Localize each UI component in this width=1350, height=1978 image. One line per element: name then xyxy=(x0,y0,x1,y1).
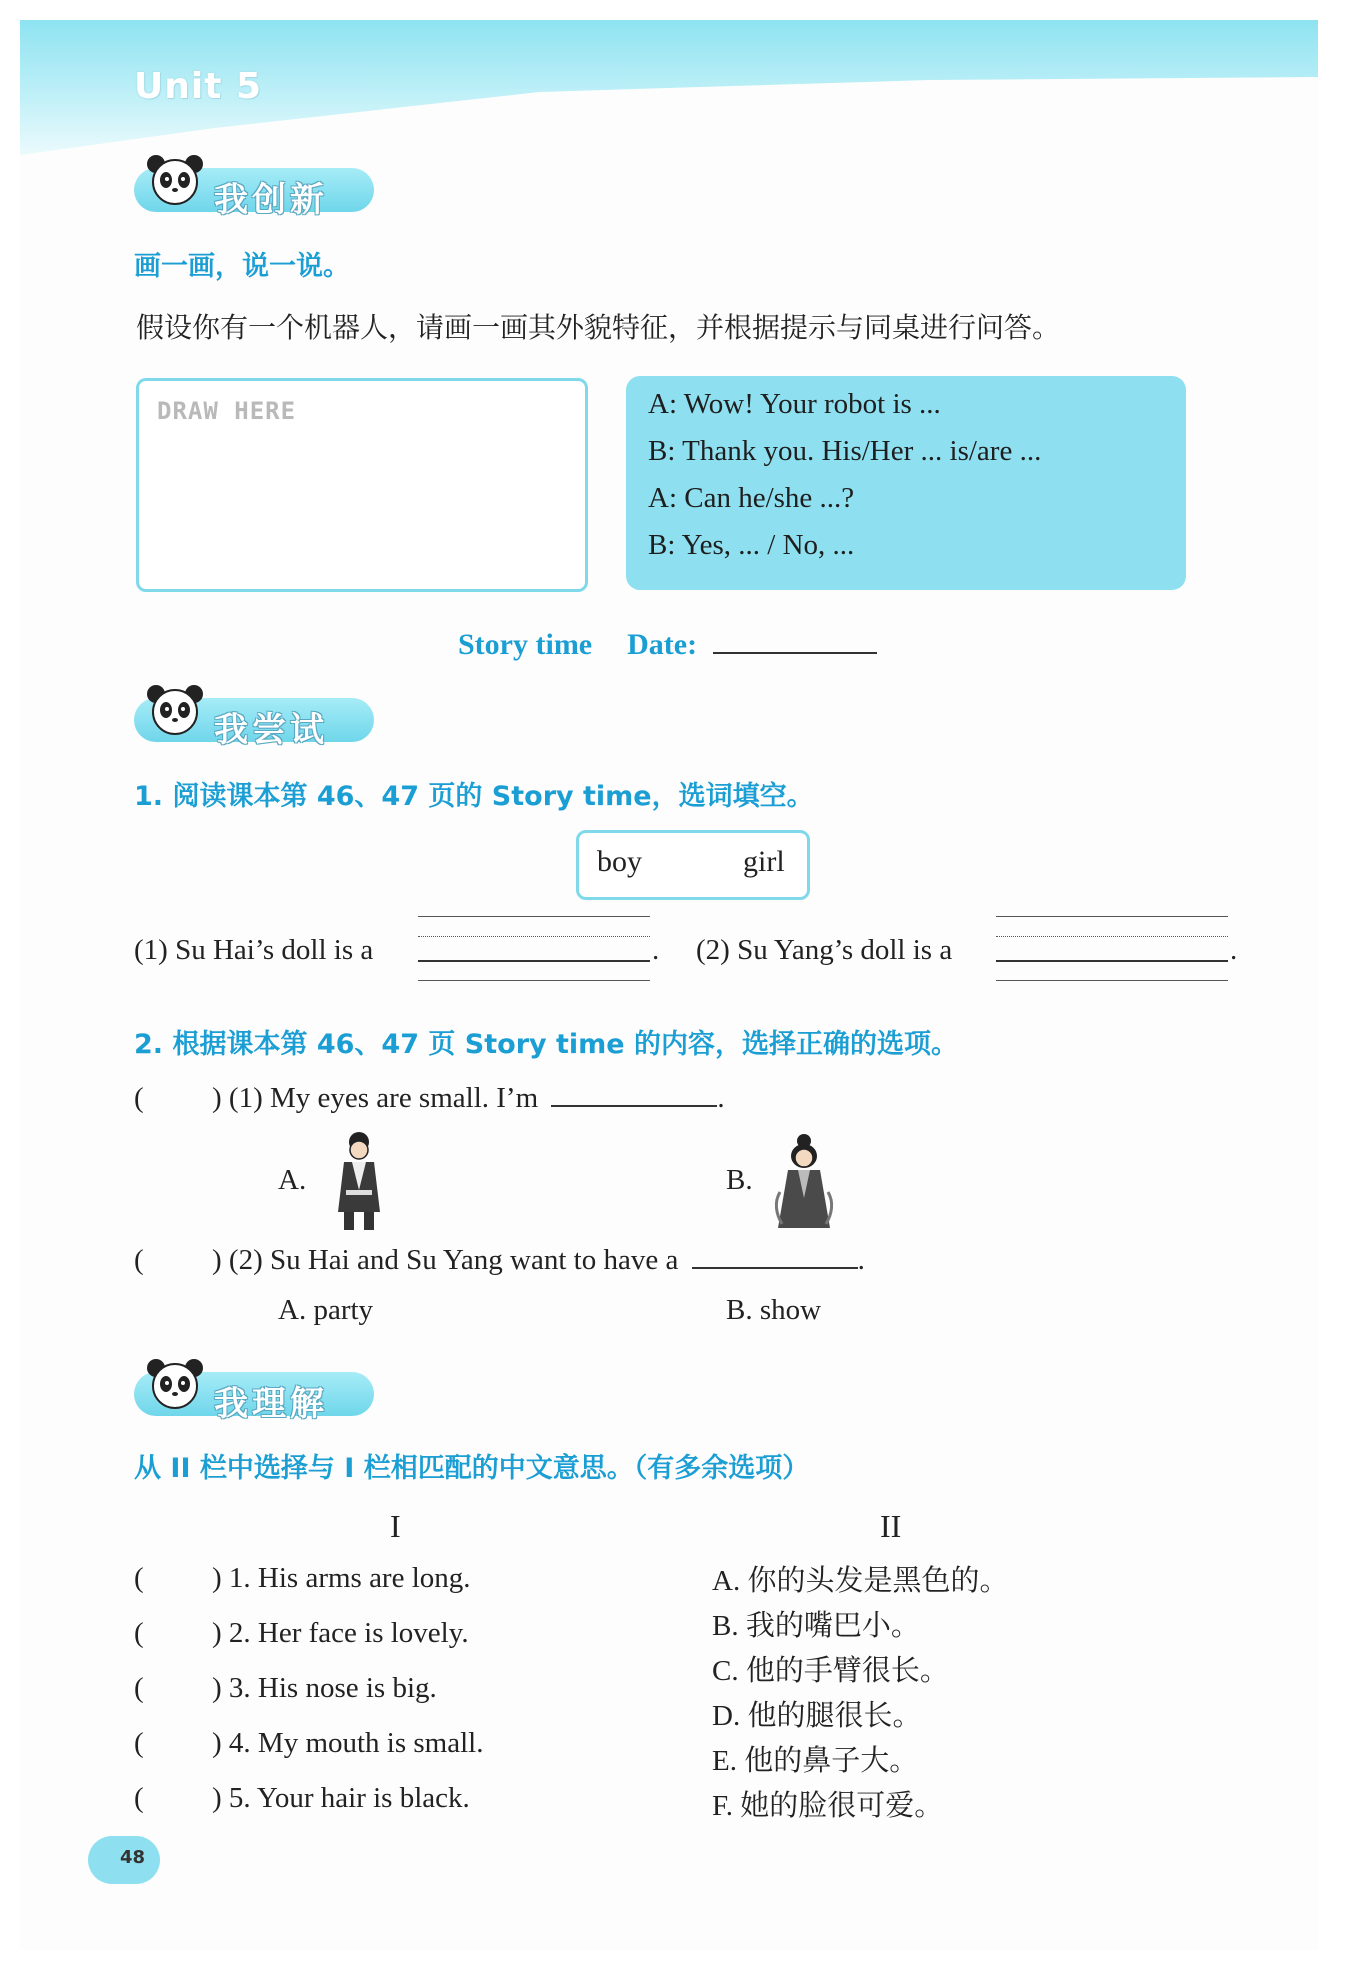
section-tag-label: 我理解 xyxy=(214,1384,328,1424)
dialog-line: B: Thank you. His/Her ... is/are ... xyxy=(648,435,1042,467)
word-box xyxy=(576,830,810,900)
q2-2-text xyxy=(212,1244,865,1277)
match-option-f: F. 她的脸很可爱。 xyxy=(712,1790,944,1822)
match-option-d: D. 他的腿很长。 xyxy=(712,1700,922,1732)
panda-icon xyxy=(142,680,208,746)
section3-heading: 从 II 栏中选择与 I 栏相匹配的中文意思。（有多余选项） xyxy=(134,1453,810,1484)
fill1-prefix: (1) Su Hai’s doll is a xyxy=(134,934,374,966)
option-a-label: A. xyxy=(278,1164,307,1196)
match-option-e: E. 他的鼻子大。 xyxy=(712,1745,919,1777)
draw-area[interactable] xyxy=(136,378,588,592)
match-item-1: ) 1. His arms are long. xyxy=(212,1562,471,1594)
answer-blank[interactable] xyxy=(692,1267,858,1269)
draw-label: DRAW HERE xyxy=(157,397,297,425)
date-blank[interactable] xyxy=(713,652,877,654)
panda-icon xyxy=(142,1354,208,1420)
section-tag-create xyxy=(134,168,374,220)
date-label: Date: xyxy=(627,628,698,661)
q2-1-question: ) (1) My eyes are small. I’m xyxy=(212,1082,539,1114)
section-tag-label: 我创新 xyxy=(214,180,328,220)
fill2-prefix: (2) Su Yang’s doll is a xyxy=(696,934,953,966)
q2-heading: 2. 根据课本第 46、47 页 Story time 的内容，选择正确的选项。 xyxy=(134,1029,959,1060)
option-a-party: A. party xyxy=(278,1294,374,1326)
answer-bracket-open: ( xyxy=(134,1244,144,1276)
story-time-line xyxy=(458,628,877,662)
answer-bracket-open: ( xyxy=(134,1727,144,1759)
q2-1-text xyxy=(212,1082,725,1115)
q1-heading: 1. 阅读课本第 46、47 页的 Story time，选词填空。 xyxy=(134,781,814,812)
word-option: boy xyxy=(597,845,642,878)
match-item-4: ) 4. My mouth is small. xyxy=(212,1727,484,1759)
answer-bracket-open: ( xyxy=(134,1782,144,1814)
option-b-show: B. show xyxy=(726,1294,822,1326)
section-tag-understand xyxy=(134,1372,374,1424)
section-tag-label: 我尝试 xyxy=(214,710,328,750)
section1-heading: 画一画，说一说。 xyxy=(134,251,350,282)
page-number: 48 xyxy=(120,1847,146,1868)
answer-blank[interactable] xyxy=(551,1105,717,1107)
answer-bracket-open: ( xyxy=(134,1562,144,1594)
match-item-2: ) 2. Her face is lovely. xyxy=(212,1617,469,1649)
dialog-box xyxy=(626,376,1186,590)
story-time-title: Story time xyxy=(458,628,593,661)
dialog-line: A: Can he/she ...? xyxy=(648,482,855,514)
panda-icon xyxy=(142,150,208,216)
answer-bracket-open: ( xyxy=(134,1672,144,1704)
match-option-a: A. 你的头发是黑色的。 xyxy=(712,1565,1009,1597)
q2-2-question: ) (2) Su Hai and Su Yang want to have a xyxy=(212,1244,679,1276)
option-b-label: B. xyxy=(726,1164,753,1196)
four-line-blank-2[interactable] xyxy=(996,914,1228,984)
column-1-header: I xyxy=(390,1508,401,1544)
period: . xyxy=(717,1082,725,1114)
period: . xyxy=(1230,934,1238,966)
column-2-header: II xyxy=(880,1508,902,1544)
answer-bracket-open: ( xyxy=(134,1617,144,1649)
match-item-3: ) 3. His nose is big. xyxy=(212,1672,437,1704)
section1-instruction: 假设你有一个机器人，请画一画其外貌特征，并根据提示与同桌进行问答。 xyxy=(136,311,1061,344)
match-item-5: ) 5. Your hair is black. xyxy=(212,1782,470,1814)
boy-figure-icon[interactable] xyxy=(330,1130,388,1234)
section-tag-try xyxy=(134,698,374,750)
word-option: girl xyxy=(743,845,785,878)
match-option-b: B. 我的嘴巴小。 xyxy=(712,1610,920,1642)
dialog-line: A: Wow! Your robot is ... xyxy=(648,388,941,420)
dialog-line: B: Yes, ... / No, ... xyxy=(648,529,855,561)
answer-bracket-open: ( xyxy=(134,1082,144,1114)
girl-figure-icon[interactable] xyxy=(772,1132,836,1236)
four-line-blank-1[interactable] xyxy=(418,914,650,984)
period: . xyxy=(857,1244,865,1276)
unit-title: Unit 5 xyxy=(134,66,262,107)
period: . xyxy=(652,934,660,966)
match-option-c: C. 他的手臂很长。 xyxy=(712,1655,949,1687)
